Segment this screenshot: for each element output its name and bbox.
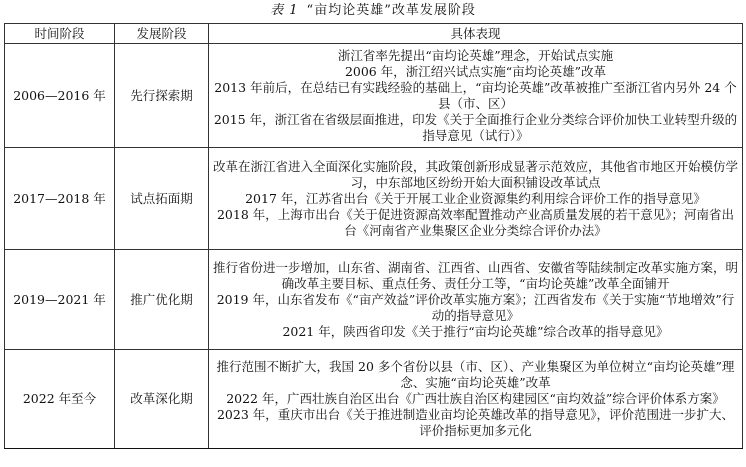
header-stage: 发展阶段 [115,24,209,44]
table-title: “亩均论英雄”改革发展阶段 [306,3,476,18]
detail-line: 2013 年前后，在总结已有实践经验的基础上，“亩均论英雄”改革被推广至浙江省内另外 24 个县（市、区） [214,79,737,111]
period-cell: 2022 年至今 [5,350,115,449]
table-caption [0,2,746,20]
stages-table [4,23,743,449]
detail-line: 推行范围不断扩大，我国 20 多个省份以县（市、区）、产业集聚区为单位树立“亩均论英雄”理念、实施“亩均论英雄”改革 [216,359,735,390]
detail-line: 2023 年，重庆市出台《关于推进制造业亩均论英雄改革的指导意见》，评价范围进一步扩大、评价指标更加多元化 [216,407,735,438]
period-cell: 2017—2018 年 [5,148,115,250]
stage-cell: 先行探索期 [115,44,209,148]
table-row [5,250,743,350]
period-cell: 2019—2021 年 [5,250,115,350]
detail-line: 2019 年，山东省发布《“亩产效益”评价改革实施方案》；江西省发布《关于实施“节地增效”行动的指导意见》 [216,291,735,323]
table-row [5,44,743,148]
period-cell: 2006—2016 年 [5,44,115,148]
table-row [5,148,743,250]
details-cell [209,350,743,449]
detail-line: 2021 年，陕西省印发《关于推行“亩均论英雄”综合改革的指导意见》 [282,323,669,339]
detail-line: 2006 年，浙江绍兴试点实施“亩均论英雄”改革 [344,63,607,79]
header-period: 时间阶段 [5,24,115,44]
detail-line: 2022 年，广西壮族自治区出台《广西壮族自治区构建园区“亩均效益”综合评价体系方案》 [226,391,725,406]
detail-line: 2017 年，江苏省出台《关于开展工业企业资源集约利用综合评价工作的指导意见》 [245,190,706,206]
detail-line: 改革在浙江省进入全面深化实施阶段，其政策创新形成显著示范效应，其他省市地区开始模仿学习，中东部地区纷纷开始大面积铺设改革试点 [212,158,738,190]
stage-cell: 推广优化期 [115,250,209,350]
table-number: 表 1 [270,3,299,18]
details-cell [209,250,743,350]
detail-line: 2018 年，上海市出台《关于促进资源高效率配置推动产业高质量发展的若干意见》；河南省出台《河南省产业集聚区企业分类综合评价办法》 [216,206,735,238]
header-details: 具体表现 [209,24,743,44]
stage-cell: 改革深化期 [115,350,209,449]
detail-line: 推行省份进一步增加，山东省、湖南省、江西省、山西省、安徽省等陆续制定改革实施方案，明确改革主要目标、重点任务、责任分工等，“亩均论英雄”改革全面铺开 [212,259,738,291]
header-row [5,24,743,44]
details-cell [209,44,743,148]
detail-line: 2015 年，浙江省在省级层面推进，印发《关于全面推行企业分类综合评价加快工业转型升级的指导意见（试行）》 [213,111,738,143]
detail-line: 浙江省率先提出“亩均论英雄”理念，开始试点实施 [337,47,614,63]
details-cell [209,148,743,250]
table-row [5,350,743,449]
stage-cell: 试点拓面期 [115,148,209,250]
